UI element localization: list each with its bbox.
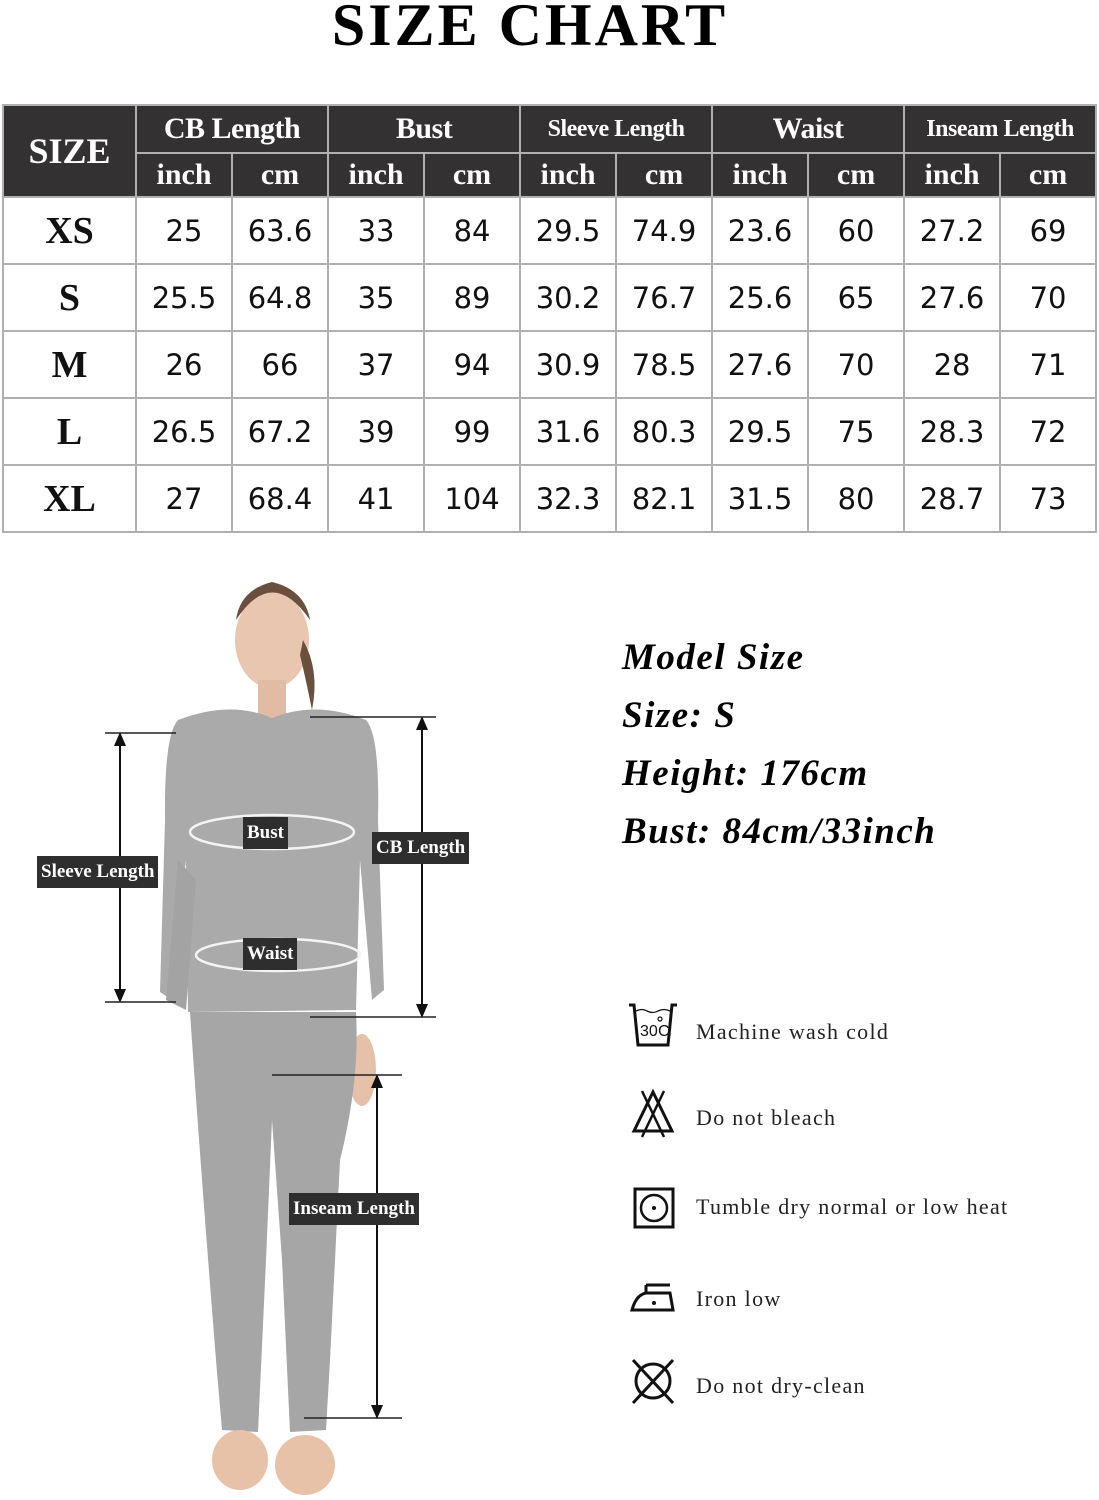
size-label: XL <box>3 465 136 532</box>
table-cell: 39 <box>328 398 424 465</box>
size-label: L <box>3 398 136 465</box>
table-cell: 25 <box>136 197 232 264</box>
care-label: Do not bleach <box>696 1105 837 1130</box>
table-cell: 60 <box>808 197 904 264</box>
table-cell: 99 <box>424 398 520 465</box>
model-info <box>622 632 936 864</box>
unit-header: inch <box>712 153 808 197</box>
table-cell: 80 <box>808 465 904 532</box>
header-sleeve-length: Sleeve Length <box>520 105 712 153</box>
table-cell: 69 <box>1000 197 1096 264</box>
no-dry-clean-icon <box>626 1357 680 1411</box>
table-row <box>3 465 1096 532</box>
table-cell: 37 <box>328 331 424 398</box>
model-figure <box>0 560 520 1500</box>
table-cell: 41 <box>328 465 424 532</box>
model-bust: Bust: 84cm/33inch <box>622 811 937 852</box>
table-cell: 27.6 <box>904 264 1000 331</box>
table-cell: 63.6 <box>232 197 328 264</box>
table-cell: 28 <box>904 331 1000 398</box>
model-size-value: Size: S <box>622 695 737 736</box>
unit-header: cm <box>1000 153 1096 197</box>
table-cell: 76.7 <box>616 264 712 331</box>
iron-low-icon <box>626 1275 680 1329</box>
table-cell: 78.5 <box>616 331 712 398</box>
care-label: Machine wash cold <box>696 1019 890 1044</box>
table-cell: 73 <box>1000 465 1096 532</box>
table-cell: 30.2 <box>520 264 616 331</box>
header-waist: Waist <box>712 105 904 153</box>
table-cell: 25.5 <box>136 264 232 331</box>
table-cell: 27.2 <box>904 197 1000 264</box>
table-row <box>3 264 1096 331</box>
svg-text:C: C <box>658 1023 670 1040</box>
care-label: Tumble dry normal or low heat <box>696 1194 1009 1219</box>
care-item-iron <box>620 1275 1080 1335</box>
care-item-wash <box>620 999 1080 1059</box>
table-cell: 27.6 <box>712 331 808 398</box>
svg-text:30: 30 <box>640 1023 658 1040</box>
unit-header: cm <box>232 153 328 197</box>
table-cell: 23.6 <box>712 197 808 264</box>
header-bust: Bust <box>328 105 520 153</box>
inseam-length-label: Inseam Length <box>289 1193 419 1225</box>
table-cell: 84 <box>424 197 520 264</box>
table-cell: 80.3 <box>616 398 712 465</box>
unit-header: inch <box>136 153 232 197</box>
size-label: S <box>3 264 136 331</box>
header-inseam-length: Inseam Length <box>904 105 1096 153</box>
care-item-tumble-dry <box>620 1185 1080 1245</box>
table-cell: 25.6 <box>712 264 808 331</box>
cb-length-label: CB Length <box>372 832 469 864</box>
table-cell: 68.4 <box>232 465 328 532</box>
table-cell: 35 <box>328 264 424 331</box>
table-cell: 28.3 <box>904 398 1000 465</box>
table-cell: 31.6 <box>520 398 616 465</box>
table-cell: 29.5 <box>520 197 616 264</box>
table-row <box>3 197 1096 264</box>
table-cell: 70 <box>808 331 904 398</box>
unit-header: inch <box>520 153 616 197</box>
model-size-heading: Model Size <box>622 637 805 678</box>
table-cell: 26.5 <box>136 398 232 465</box>
table-row <box>3 331 1096 398</box>
header-cb-length: CB Length <box>136 105 328 153</box>
no-bleach-icon <box>626 1087 680 1141</box>
care-label: Do not dry-clean <box>696 1373 866 1398</box>
table-cell: 94 <box>424 331 520 398</box>
size-label: XS <box>3 197 136 264</box>
page-title: SIZE CHART <box>331 0 729 58</box>
unit-header: inch <box>904 153 1000 197</box>
unit-header: cm <box>424 153 520 197</box>
table-cell: 66 <box>232 331 328 398</box>
care-label: Iron low <box>696 1286 782 1311</box>
table-cell: 28.7 <box>904 465 1000 532</box>
table-cell: 31.5 <box>712 465 808 532</box>
unit-header: cm <box>616 153 712 197</box>
table-cell: 32.3 <box>520 465 616 532</box>
wash-30c-icon <box>626 999 680 1053</box>
care-item-dry-clean <box>620 1357 1080 1417</box>
table-cell: 75 <box>808 398 904 465</box>
model-height: Height: 176cm <box>622 753 869 794</box>
table-cell: 104 <box>424 465 520 532</box>
tumble-dry-icon <box>626 1185 680 1239</box>
table-cell: 72 <box>1000 398 1096 465</box>
table-cell: 89 <box>424 264 520 331</box>
model-silhouette <box>0 560 520 1500</box>
table-cell: 26 <box>136 331 232 398</box>
table-cell: 70 <box>1000 264 1096 331</box>
table-cell: 82.1 <box>616 465 712 532</box>
table-cell: 74.9 <box>616 197 712 264</box>
unit-header: inch <box>328 153 424 197</box>
table-cell: 71 <box>1000 331 1096 398</box>
table-cell: 30.9 <box>520 331 616 398</box>
table-cell: 64.8 <box>232 264 328 331</box>
care-item-bleach <box>620 1087 1080 1147</box>
size-chart-table <box>2 104 1097 533</box>
unit-header: cm <box>808 153 904 197</box>
table-cell: 67.2 <box>232 398 328 465</box>
sleeve-length-label: Sleeve Length <box>37 856 158 888</box>
table-cell: 65 <box>808 264 904 331</box>
size-label: M <box>3 331 136 398</box>
table-cell: 33 <box>328 197 424 264</box>
table-row <box>3 398 1096 465</box>
table-cell: 27 <box>136 465 232 532</box>
bust-label: Bust <box>243 817 288 849</box>
table-cell: 29.5 <box>712 398 808 465</box>
waist-label: Waist <box>243 938 297 970</box>
header-size: SIZE <box>3 105 136 197</box>
